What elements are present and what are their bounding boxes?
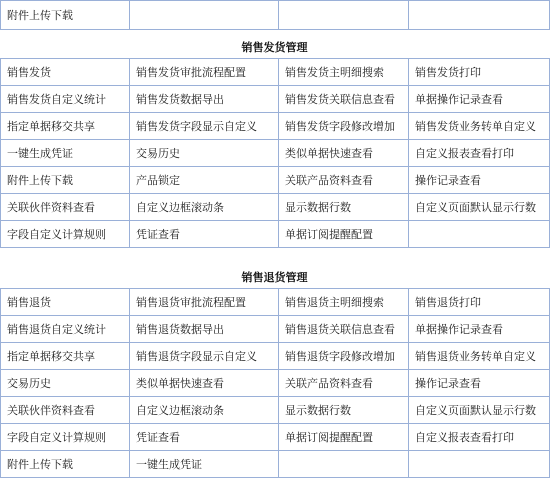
- table-row: [1, 316, 550, 343]
- table-row: [1, 289, 550, 316]
- feature-cell: 销售发货字段修改增加: [279, 113, 409, 140]
- feature-cell: 销售退货关联信息查看: [279, 316, 409, 343]
- feature-cell: 一键生成凭证: [1, 140, 130, 167]
- feature-cell: 操作记录查看: [409, 370, 550, 397]
- table-row: [1, 167, 550, 194]
- feature-cell: 类似单据快速查看: [279, 140, 409, 167]
- section-title-sales-return: 销售退货管理: [241, 271, 308, 284]
- feature-cell: 销售发货字段显示自定义: [130, 113, 279, 140]
- feature-cell: 关联产品资料查看: [279, 370, 409, 397]
- feature-cell: 销售退货字段显示自定义: [130, 343, 279, 370]
- table-row: [1, 397, 550, 424]
- feature-cell: [409, 1, 550, 30]
- feature-cell: 销售发货审批流程配置: [130, 59, 279, 86]
- feature-cell: 指定单据移交共享: [1, 113, 130, 140]
- feature-cell: 凭证查看: [130, 424, 279, 451]
- feature-cell: 凭证查看: [130, 221, 279, 248]
- feature-cell: 销售发货数据导出: [130, 86, 279, 113]
- feature-cell: [409, 451, 550, 478]
- feature-cell: 附件上传下载: [1, 1, 130, 30]
- sales-return-feature-table: [0, 288, 550, 478]
- feature-cell: 销售发货自定义统计: [1, 86, 130, 113]
- feature-cell: 自定义报表查看打印: [409, 424, 550, 451]
- feature-cell: 销售发货主明细搜索: [279, 59, 409, 86]
- top-feature-table: [0, 0, 550, 30]
- feature-cell: 自定义边框滚动条: [130, 397, 279, 424]
- feature-cell: 销售发货业务转单自定义: [409, 113, 550, 140]
- feature-cell: 销售发货: [1, 59, 130, 86]
- feature-cell: 销售退货字段修改增加: [279, 343, 409, 370]
- feature-cell: 销售发货关联信息查看: [279, 86, 409, 113]
- feature-cell: [409, 221, 550, 248]
- table-row: [1, 194, 550, 221]
- feature-cell: 自定义页面默认显示行数: [409, 397, 550, 424]
- feature-cell: 关联产品资料查看: [279, 167, 409, 194]
- table-row: [1, 424, 550, 451]
- feature-cell: 显示数据行数: [279, 194, 409, 221]
- feature-cell: 产品锁定: [130, 167, 279, 194]
- feature-cell: 附件上传下载: [1, 451, 130, 478]
- feature-cell: 自定义边框滚动条: [130, 194, 279, 221]
- table-row: [1, 451, 550, 478]
- table-row: [1, 343, 550, 370]
- feature-cell: [279, 451, 409, 478]
- feature-cell: 销售退货主明细搜索: [279, 289, 409, 316]
- feature-cell: 单据订阅提醒配置: [279, 424, 409, 451]
- feature-cell: 关联伙伴资料查看: [1, 397, 130, 424]
- feature-cell: 单据订阅提醒配置: [279, 221, 409, 248]
- feature-cell: 操作记录查看: [409, 167, 550, 194]
- feature-cell: 字段自定义计算规则: [1, 221, 130, 248]
- feature-cell: 单据操作记录查看: [409, 316, 550, 343]
- table-row: [1, 221, 550, 248]
- feature-cell: 自定义报表查看打印: [409, 140, 550, 167]
- table-row: [1, 1, 550, 30]
- feature-cell: 显示数据行数: [279, 397, 409, 424]
- feature-cell: [130, 1, 279, 30]
- table-row: [1, 113, 550, 140]
- feature-cell: 销售退货: [1, 289, 130, 316]
- feature-cell: 单据操作记录查看: [409, 86, 550, 113]
- feature-cell: 关联伙伴资料查看: [1, 194, 130, 221]
- feature-cell: 销售退货自定义统计: [1, 316, 130, 343]
- feature-cell: 附件上传下载: [1, 167, 130, 194]
- feature-cell: 指定单据移交共享: [1, 343, 130, 370]
- feature-cell: 类似单据快速查看: [130, 370, 279, 397]
- feature-cell: 自定义页面默认显示行数: [409, 194, 550, 221]
- feature-cell: 一键生成凭证: [130, 451, 279, 478]
- feature-cell: 销售退货审批流程配置: [130, 289, 279, 316]
- feature-cell: 交易历史: [1, 370, 130, 397]
- feature-cell: 字段自定义计算规则: [1, 424, 130, 451]
- feature-cell: 销售发货打印: [409, 59, 550, 86]
- feature-cell: 销售退货数据导出: [130, 316, 279, 343]
- feature-cell: 销售退货业务转单自定义: [409, 343, 550, 370]
- table-row: [1, 86, 550, 113]
- feature-cell: 交易历史: [130, 140, 279, 167]
- feature-cell: [279, 1, 409, 30]
- section-title-sales-delivery: 销售发货管理: [241, 41, 308, 54]
- table-row: [1, 59, 550, 86]
- table-row: [1, 140, 550, 167]
- table-row: [1, 370, 550, 397]
- feature-cell: 销售退货打印: [409, 289, 550, 316]
- sales-delivery-feature-table: [0, 58, 550, 248]
